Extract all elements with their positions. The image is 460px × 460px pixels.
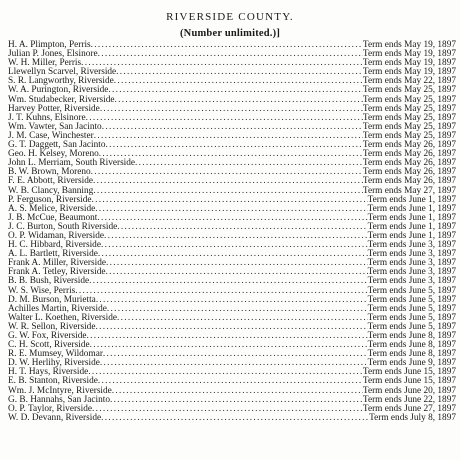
entry-name: W. D. Devann, Riverside: [8, 412, 102, 423]
dot-leader: [87, 332, 368, 341]
entry-term: Term ends June 5, 1897: [367, 312, 456, 323]
dot-leader: [90, 341, 368, 350]
entry-term: Term ends May 26, 1897: [362, 158, 456, 169]
entry-name: H. C. Hibbard, Riverside: [8, 240, 101, 251]
dot-leader: [115, 96, 363, 105]
entry-name: Achilles Martin, Riverside: [8, 303, 107, 314]
entry-term: Term ends June 3, 1897: [367, 249, 456, 260]
dot-leader: [108, 86, 363, 95]
entry-name: Julian P. Jones, Elsinore: [8, 49, 98, 60]
entry-term: Term ends June 5, 1897: [367, 321, 456, 332]
entry-term: Term ends June 1, 1897: [367, 212, 456, 223]
dot-leader: [89, 277, 367, 286]
entry-term: Term ends May 25, 1897: [362, 121, 456, 132]
entry-term: Term ends May 25, 1897: [362, 103, 456, 114]
entry-term: Term ends June 5, 1897: [367, 303, 456, 314]
dot-leader: [97, 214, 367, 223]
dot-leader: [101, 414, 369, 423]
dot-leader: [95, 323, 367, 332]
entry-name: Frank A. Miller, Riverside: [8, 258, 107, 269]
entry-name: W. R. Sellon, Riverside: [8, 321, 96, 332]
dot-leader: [98, 250, 368, 259]
dot-leader: [96, 296, 368, 305]
entry-name: J. T. Kuhns, Elsinore: [8, 112, 86, 123]
entry-name: W. B. Clancy, Banning: [8, 185, 94, 196]
entry-name: G. B. Hannahs, San Jacinto: [8, 394, 110, 405]
dot-leader: [106, 259, 368, 268]
entry-name: Llewellyn Scarvel, Riverside: [8, 67, 117, 78]
entry-term: Term ends June 3, 1897: [367, 276, 456, 287]
entry-term: Term ends June 22, 1897: [362, 394, 456, 405]
entry-name: A. S. Melice, Riverside: [8, 203, 96, 214]
entry-term: Term ends June 3, 1897: [367, 258, 456, 269]
entry-term: Term ends June 20, 1897: [362, 385, 456, 396]
dot-leader: [117, 314, 368, 323]
entry-term: Term ends May 26, 1897: [362, 149, 456, 160]
entry-name: W. A. Purington, Riverside: [8, 85, 109, 96]
dot-leader: [116, 68, 363, 77]
entry-name: O. P. Taylor, Riverside: [8, 403, 93, 414]
dot-leader: [98, 50, 363, 59]
entry-term: Term ends May 22, 1897: [362, 76, 456, 87]
entry-term: Term ends June 8, 1897: [367, 331, 456, 341]
appointment-list: [8, 41, 456, 423]
entry-name: C. H. Scott, Riverside: [8, 340, 90, 351]
entry-name: H. A. Plimpton, Perris: [8, 40, 91, 50]
dot-leader: [94, 132, 363, 141]
entry-name: F. E. Abbott, Riverside: [8, 176, 93, 187]
entry-term: Term ends June 15, 1897: [362, 376, 456, 387]
entry-term: Term ends May 25, 1897: [362, 94, 456, 105]
dot-leader: [93, 177, 363, 186]
dot-leader: [112, 387, 363, 396]
entry-name: Harvey Potter, Riverside: [8, 103, 100, 114]
dot-leader: [100, 359, 368, 368]
entry-term: Term ends May 19, 1897: [362, 49, 456, 60]
entry-term: Term ends June 5, 1897: [367, 294, 456, 305]
dot-leader: [100, 105, 363, 114]
entry-term: Term ends May 25, 1897: [362, 112, 456, 123]
dot-leader: [92, 405, 363, 414]
entry-term: Term ends May 19, 1897: [362, 67, 456, 78]
entry-term: Term ends May 27, 1897: [362, 185, 456, 196]
entry-term: Term ends June 27, 1897: [362, 403, 456, 414]
dot-leader: [93, 187, 363, 196]
dot-leader: [95, 205, 367, 214]
dot-leader: [103, 350, 368, 359]
entry-name: Geo. H. Kelsey, Moreno: [8, 149, 99, 160]
entry-name: G. T. Daggett, San Jacinto: [8, 140, 106, 151]
entry-name: E. B. Stanton, Riverside: [8, 376, 98, 387]
entry-term: Term ends June 1, 1897: [367, 194, 456, 205]
entry-name: Wm. J. McIntyre, Riverside: [8, 385, 112, 396]
page-title: RIVERSIDE COUNTY.: [166, 11, 294, 23]
entry-term: Term ends June 8, 1897: [367, 340, 456, 351]
dot-leader: [91, 41, 363, 50]
entry-name: Wm. Studabecker, Riverside: [8, 94, 115, 105]
entry-name: R. E. Mumsey, Wildomar: [8, 349, 103, 360]
page-subtitle: (Number unlimited.)]: [179, 28, 281, 39]
dot-leader: [101, 241, 368, 250]
entry-name: H. T. Hays, Riverside: [8, 367, 89, 378]
entry-name: D. M. Burson, Murietta: [8, 294, 96, 305]
entry-name: G. W. Fox, Riverside: [8, 331, 87, 341]
dot-leader: [117, 223, 367, 232]
entry-name: Walter L. Koethen, Riverside: [8, 312, 117, 323]
entry-name: D. W. Herlihy, Riverside: [8, 358, 100, 369]
dot-leader: [102, 123, 363, 132]
entry-name: B. W. Brown, Moreno: [8, 167, 91, 178]
entry-name: B. B. Bush, Riverside: [8, 276, 90, 287]
dot-leader: [107, 305, 368, 314]
entry-name: W. S. Wise, Perris: [8, 285, 76, 296]
entry-name: J. C. Burton, South Riverside: [8, 221, 118, 232]
entry-term: Term ends June 1, 1897: [367, 230, 456, 241]
entry-term: Term ends June 8, 1897: [367, 349, 456, 360]
dot-leader: [88, 368, 363, 377]
entry-name: A. L. Bartlett, Riverside: [8, 249, 98, 260]
entry-name: W. H. Miller, Perris: [8, 58, 82, 69]
entry-term: Term ends June 3, 1897: [367, 240, 456, 251]
entry-term: Term ends May 26, 1897: [362, 176, 456, 187]
entry-term: Term ends June 15, 1897: [362, 367, 456, 378]
entry-term: Term ends July 8, 1897: [369, 412, 456, 423]
dot-leader: [114, 77, 363, 86]
entry-term: Term ends May 25, 1897: [362, 85, 456, 96]
entry-term: Term ends June 3, 1897: [367, 267, 456, 278]
dot-leader: [135, 159, 363, 168]
list-item: [8, 414, 456, 423]
dot-leader: [92, 196, 368, 205]
entry-term: Term ends May 19, 1897: [362, 58, 456, 69]
dot-leader: [104, 232, 368, 241]
entry-name: Frank A. Tetley, Riverside: [8, 267, 106, 278]
entry-name: P. Ferguson, Riverside: [8, 194, 92, 205]
entry-name: S. R. Langworthy, Riverside: [8, 76, 114, 87]
dot-leader: [99, 150, 363, 159]
entry-name: O. P. Widaman, Riverside: [8, 230, 105, 241]
dot-leader: [75, 287, 367, 296]
entry-term: Term ends June 1, 1897: [367, 203, 456, 214]
dot-leader: [110, 396, 363, 405]
entry-name: J. M. Case, Winchester: [8, 130, 94, 141]
entry-term: Term ends May 26, 1897: [362, 140, 456, 151]
entry-name: John L. Merriam, South Riverside: [8, 158, 136, 169]
entry-term: Term ends June 1, 1897: [367, 221, 456, 232]
entry-term: Term ends May 25, 1897: [362, 130, 456, 141]
dot-leader: [106, 141, 363, 150]
entry-term: Term ends May 26, 1897: [362, 167, 456, 178]
dot-leader: [81, 59, 363, 68]
dot-leader: [105, 268, 367, 277]
entry-term: Term ends May 19, 1897: [362, 40, 456, 50]
entry-term: Term ends June 9, 1897: [367, 358, 456, 369]
entry-name: J. B. McCue, Beaumont: [8, 212, 98, 223]
dot-leader: [91, 168, 363, 177]
dot-leader: [98, 377, 363, 386]
entry-term: Term ends June 5, 1897: [367, 285, 456, 296]
dot-leader: [86, 114, 363, 123]
entry-name: Wm. Vawter, San Jacinto: [8, 121, 102, 132]
